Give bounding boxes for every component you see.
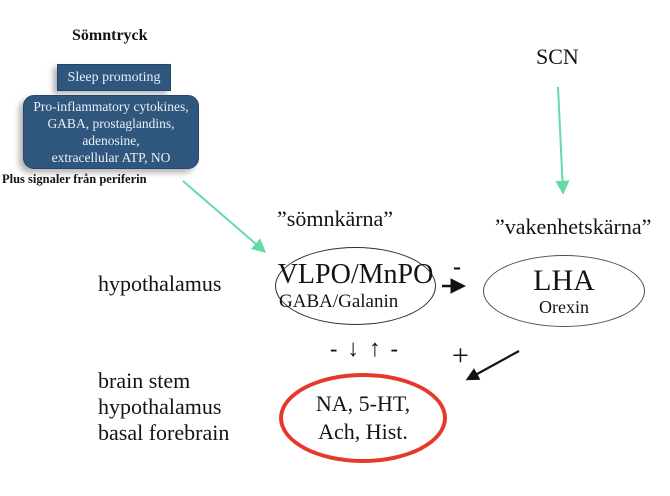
excitation-sign-lha-to-targets: + [452, 339, 469, 372]
factors-line: Pro-inflammatory cytokines, [33, 99, 189, 114]
monoamine-line: NA, 5-HT, [315, 391, 411, 416]
title-somntryck: Sömntryck [72, 27, 148, 44]
minus-sign: - [390, 336, 398, 361]
scn-label: SCN [536, 44, 579, 69]
wake-nucleus-caption: ”vakenhetskärna” [495, 214, 652, 239]
mutual-inhibition-signs [330, 333, 398, 365]
region-line: hypothalamus [98, 394, 222, 419]
vlpo-subtitle: GABA/Galanin [279, 290, 399, 312]
arrow-lha-to-targets [468, 351, 519, 379]
minus-sign: - [330, 336, 338, 361]
vlpo-mnpo-node [275, 247, 436, 325]
lha-title: LHA [533, 263, 595, 297]
sleep-promoting-label: Sleep promoting [67, 69, 161, 85]
up-arrow-icon: ↑ [368, 335, 381, 362]
down-arrow-icon: ↓ [347, 335, 360, 362]
factors-line: GABA, prostaglandins, [47, 116, 175, 131]
factors-line: adenosine, [82, 133, 140, 148]
lha-node [483, 255, 645, 327]
region-line: brain stem [98, 368, 191, 393]
monoamine-line: Ach, Hist. [318, 419, 408, 444]
target-regions-label [98, 368, 229, 446]
sleep-promoting-box [57, 64, 171, 91]
factors-line: extracellular ATP, NO [51, 150, 171, 165]
peripheral-signals-note: Plus signaler från periferin [2, 172, 147, 186]
monoamine-targets-node [279, 373, 447, 463]
region-line: basal forebrain [98, 420, 230, 445]
hypothalamus-label: hypothalamus [98, 271, 222, 296]
arrow-scn-to-lha [558, 87, 563, 192]
inhibition-sign-vlpo-to-lha: - [453, 254, 461, 280]
sleep-factors-box [23, 95, 199, 169]
lha-subtitle: Orexin [539, 296, 589, 317]
vlpo-title: VLPO/MnPO [277, 258, 434, 290]
arrow-factors-to-vlpo [183, 181, 264, 251]
sleep-nucleus-caption: ”sömnkärna” [277, 206, 394, 231]
